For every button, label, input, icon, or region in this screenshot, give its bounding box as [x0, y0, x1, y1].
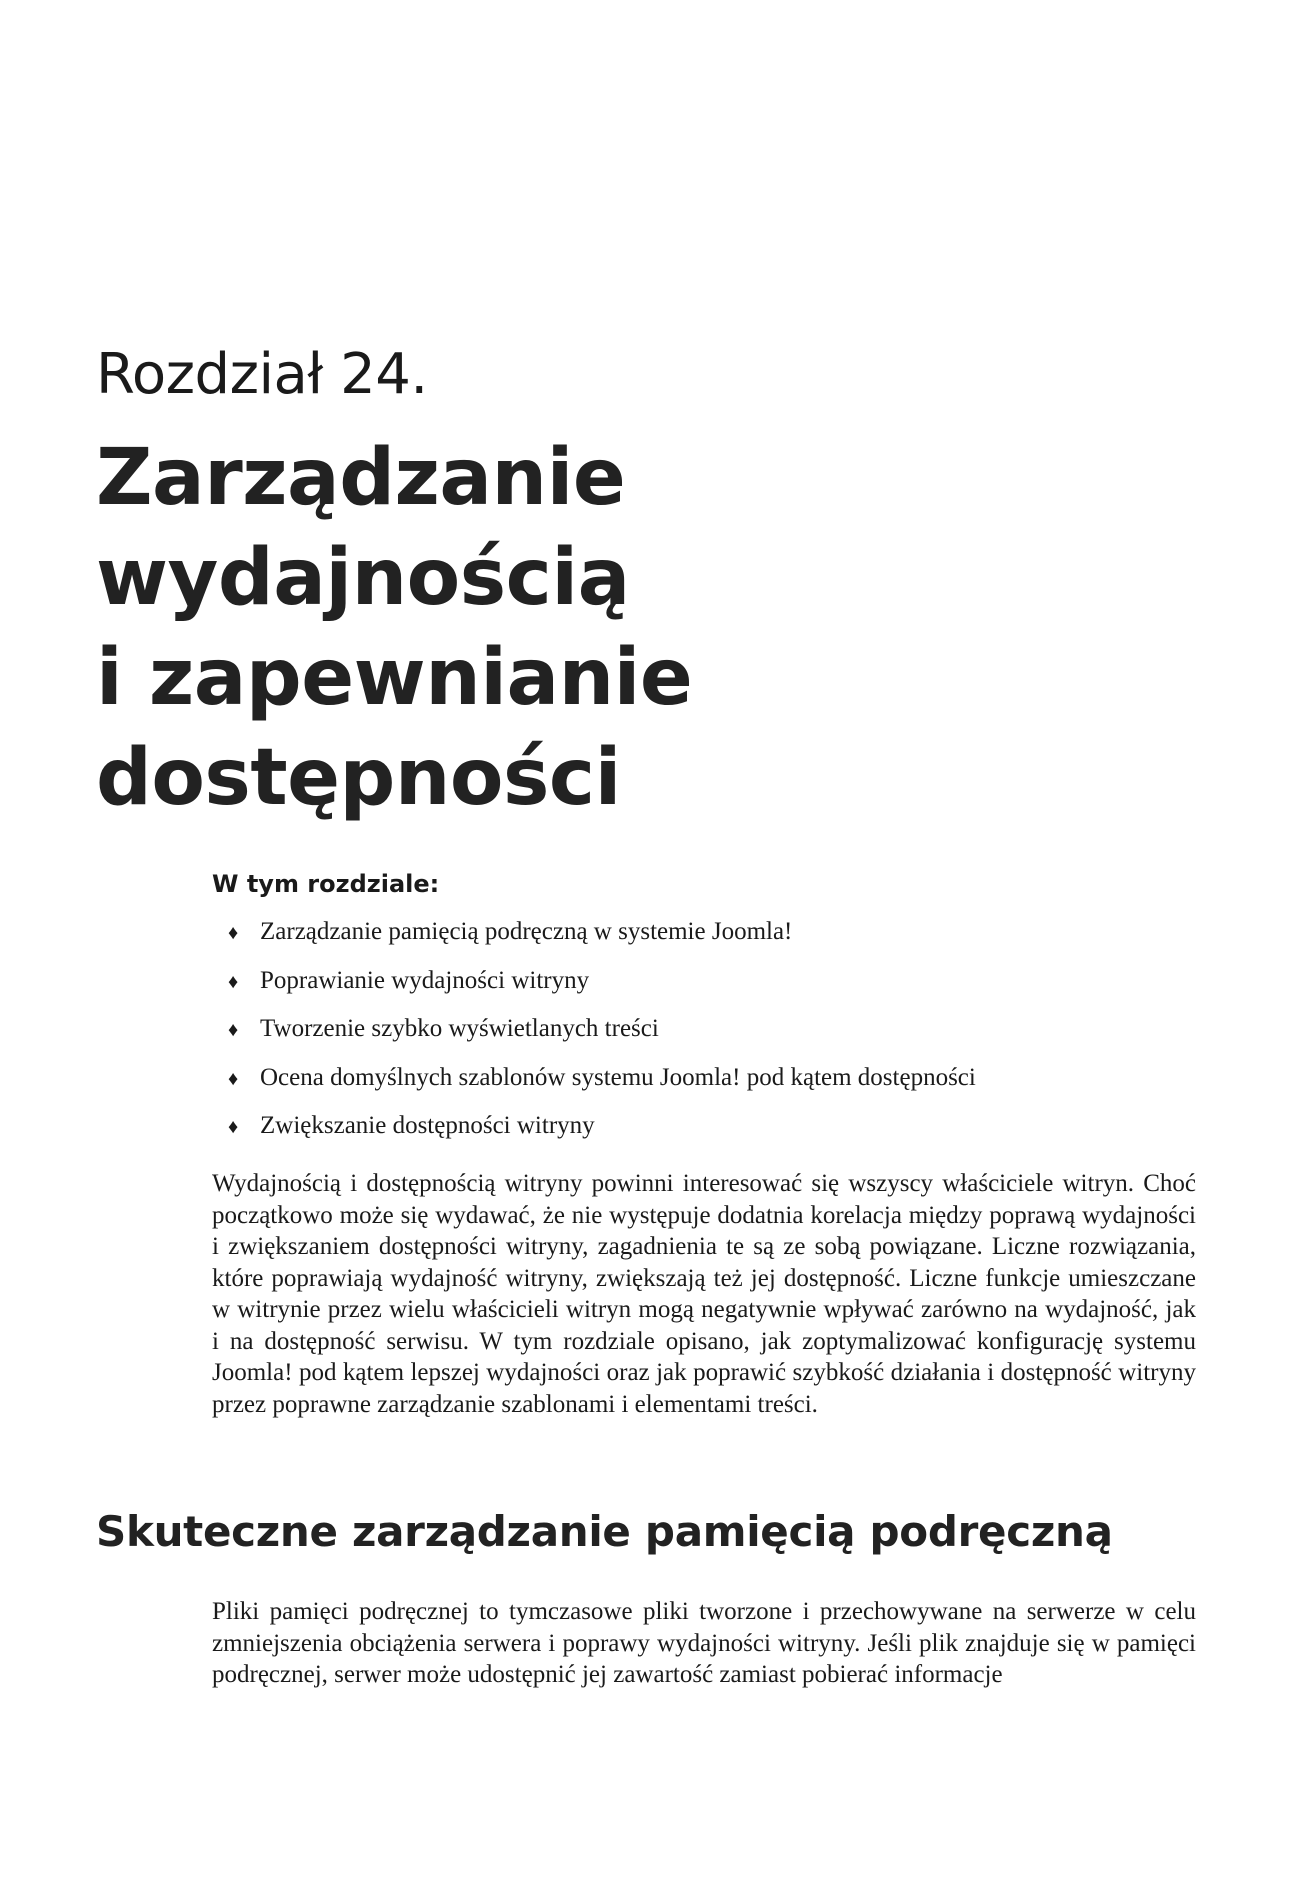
toc-item	[228, 916, 976, 965]
toc-item-text: Zarządzanie pamięcią podręczną w systemie Joomla!	[260, 918, 793, 945]
toc-item	[228, 1110, 976, 1159]
chapter-label: Rozdział 24.	[96, 342, 428, 407]
diamond-bullet-icon: ♦	[228, 1067, 239, 1090]
toc-heading: W tym rozdziale:	[212, 870, 440, 898]
diamond-bullet-icon: ♦	[228, 1019, 239, 1041]
chapter-title-line: Zarządzanie	[96, 433, 626, 523]
toc-item	[228, 1062, 976, 1111]
chapter-title-line: wydajnością	[96, 533, 630, 623]
toc-list	[228, 916, 976, 1159]
toc-item	[228, 965, 976, 1014]
toc-item-text: Zwiększanie dostępności witryny	[260, 1112, 595, 1139]
diamond-bullet-icon: ♦	[228, 922, 239, 944]
diamond-bullet-icon: ♦	[228, 1116, 239, 1138]
toc-item-text: Tworzenie szybko wyświetlanych treści	[260, 1015, 659, 1042]
intro-paragraph: Wydajnością i dostępnością witryny powinni interesować się wszyscy właściciele witryn. Choć początkowo może się wydawać, że nie występuje dodatnia korelacja między poprawą wydajności i zwiększaniem dostępności witryny, zagadnienia te są ze sobą powiązane. Liczne rozwiązania, które poprawiają wydajność witryny, zwiększają też jej dostępność. Liczne funkcje umieszczane w witrynie przez wielu właścicieli witryn mogą negatywnie wpływać zarówno na wydajność, jak i na dostępność serwisu. W tym rozdziale opisano, jak zoptymalizować konfigurację systemu Joomla! pod kątem lepszej wydajności oraz jak poprawić szybkość działania i dostępność witryny przez poprawne zarządzanie szablonami i elementami treści.	[212, 1170, 1196, 1418]
toc-item-text: Ocena domyślnych szablonów systemu Joomla! pod kątem dostępności	[260, 1063, 976, 1091]
chapter-title	[96, 428, 692, 828]
chapter-title-line: dostępności	[96, 733, 621, 823]
toc-item	[228, 1013, 976, 1062]
chapter-title-line: i zapewnianie	[96, 633, 693, 723]
diamond-bullet-icon: ♦	[228, 970, 239, 993]
section-paragraph: Pliki pamięci podręcznej to tymczasowe pliki tworzone i przechowywane na serwerze w celu zmniejszenia obciążenia serwera i poprawy wydajności witryny. Jeśli plik znajduje się w pamięci podręcznej, serwer może udostępnić jej zawartość zamiast pobierać informacje	[212, 1598, 1196, 1688]
toc-item-text: Poprawianie wydajności witryny	[260, 966, 590, 994]
section-heading: Skuteczne zarządzanie pamięcią podręczną	[96, 1507, 1113, 1556]
